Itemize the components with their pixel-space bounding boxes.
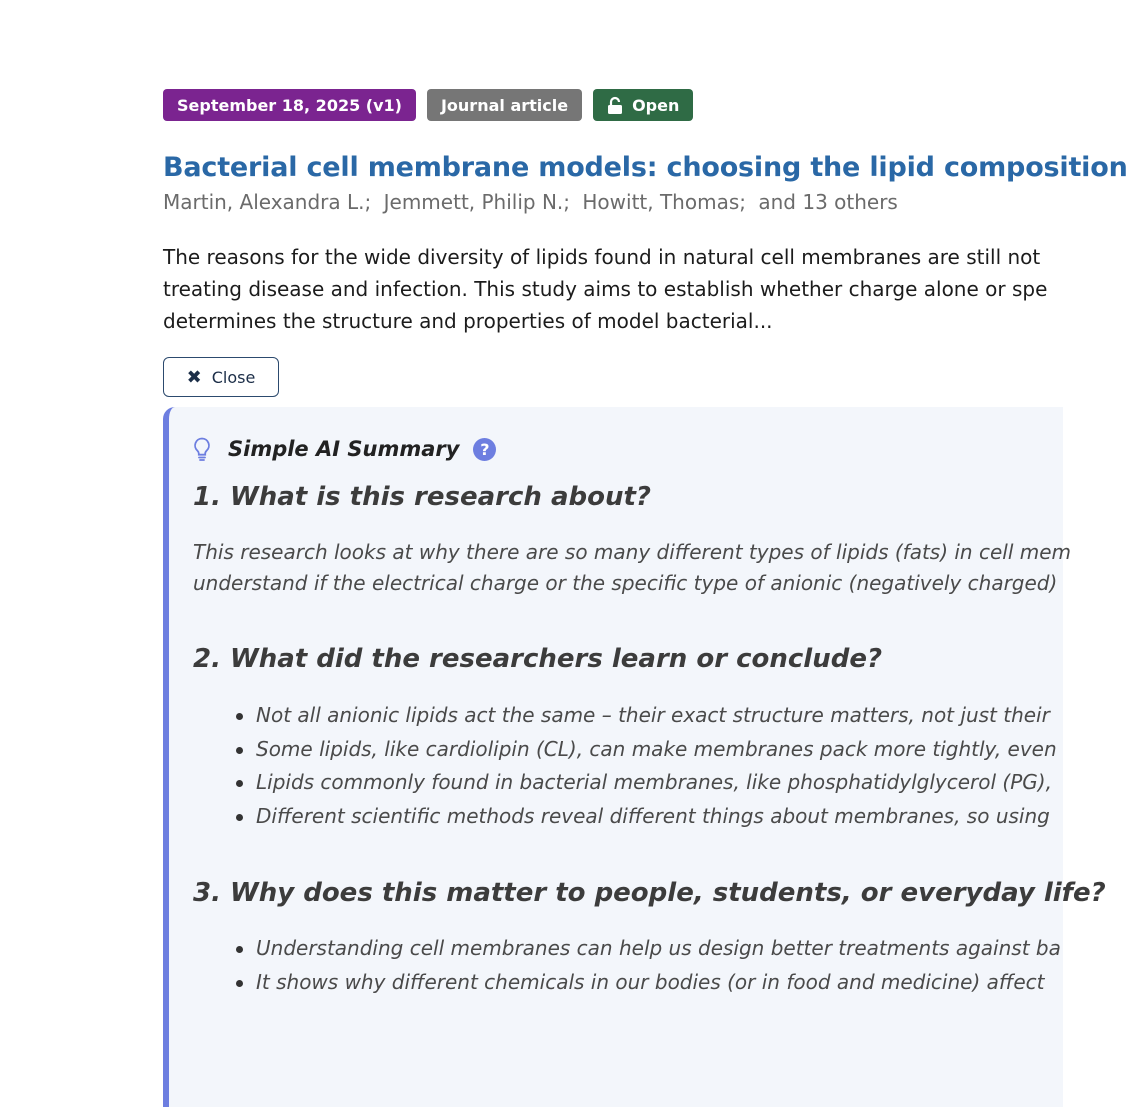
publication-date-badge: September 18, 2025 (v1) — [163, 89, 416, 121]
list-item: Different scientific methods reveal different things about membranes, so using — [193, 800, 1057, 834]
impact-list — [193, 932, 1061, 999]
author-name[interactable]: Martin, Alexandra L.; — [163, 190, 372, 214]
abstract-line: determines the structure and properties of model bacterial... — [163, 309, 773, 333]
ai-summary-header — [193, 435, 496, 463]
author-list — [163, 189, 1063, 215]
findings-list — [193, 699, 1057, 834]
question-circle-icon[interactable]: ? — [473, 438, 496, 461]
section-title: 1. What is this research about? — [193, 482, 651, 512]
unlocked-padlock-icon — [607, 97, 623, 114]
section-paragraph — [193, 537, 1071, 599]
access-status-badge — [593, 89, 693, 121]
close-summary-button[interactable] — [163, 357, 279, 397]
badge-row — [163, 89, 1063, 121]
section-title: 2. What did the researchers learn or conclude? — [193, 644, 883, 674]
abstract-line: treating disease and infection. This study aims to establish whether charge alone or spe — [163, 277, 1048, 301]
ai-summary-panel — [163, 407, 1106, 1107]
lightbulb-icon — [193, 437, 211, 461]
abstract-preview — [163, 241, 1063, 337]
abstract-line: The reasons for the wide diversity of lipids found in natural cell membranes are still not — [163, 245, 1041, 269]
section-title: 3. Why does this matter to people, students, or everyday life? — [193, 878, 1106, 908]
list-item: Lipids commonly found in bacterial membranes, like phosphatidylglycerol (PG), — [193, 766, 1057, 800]
list-item: Understanding cell membranes can help us design better treatments against ba — [193, 932, 1061, 966]
list-item: Not all anionic lipids act the same – their exact structure matters, not just their — [193, 699, 1057, 733]
close-button-label: Close — [211, 367, 256, 387]
list-item: It shows why different chemicals in our bodies (or in food and medicine) affect — [193, 966, 1061, 1000]
close-x-icon: ✖ — [186, 366, 202, 388]
paragraph-line: This research looks at why there are so many different types of lipids (fats) in cell mem — [193, 540, 1071, 564]
record-title[interactable]: Bacterial cell membrane models: choosing the lipid composition — [163, 152, 1128, 183]
access-status-label: Open — [632, 95, 680, 115]
more-authors-link[interactable]: and 13 others — [758, 190, 898, 214]
ai-summary-title: Simple AI Summary — [228, 437, 460, 461]
list-item: Some lipids, like cardiolipin (CL), can make membranes pack more tightly, even — [193, 733, 1057, 767]
author-name[interactable]: Jemmett, Philip N.; — [383, 190, 571, 214]
record-content — [163, 89, 1128, 397]
author-name[interactable]: Howitt, Thomas; — [582, 190, 746, 214]
resource-type-badge: Journal article — [427, 89, 582, 121]
paragraph-line: understand if the electrical charge or the specific type of anionic (negatively charged) — [193, 571, 1058, 595]
